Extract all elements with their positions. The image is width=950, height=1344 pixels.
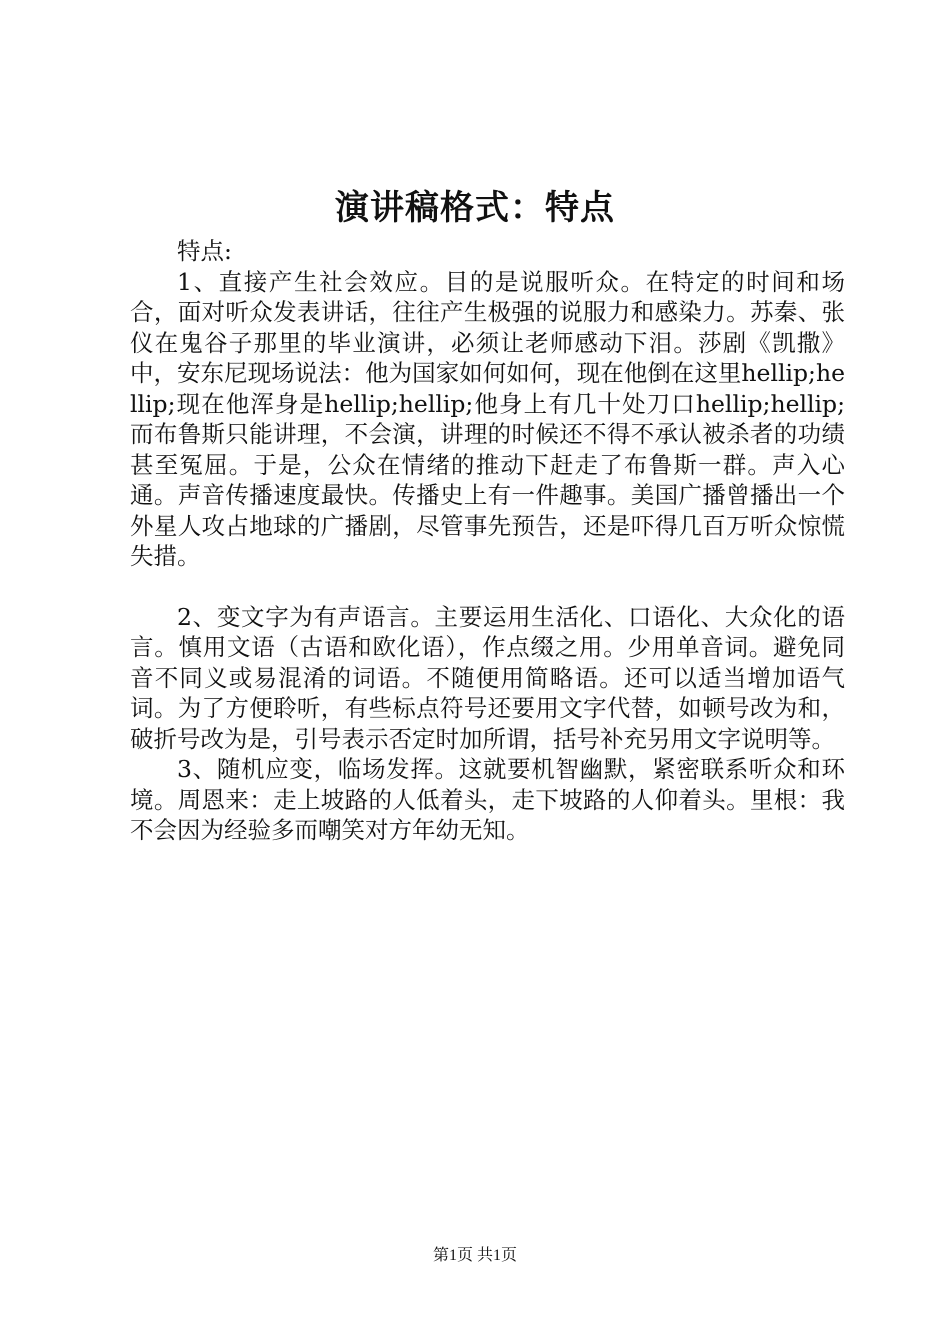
paragraph-point-3: 3、随机应变，临场发挥。这就要机智幽默，紧密联系听众和环境。周恩来：走上坡路的人低着头，走下坡路的人仰着头。里根：我不会因为经验多而嘲笑对方年幼无知。 (130, 755, 845, 844)
document-title: 演讲稿格式：特点 (335, 188, 615, 228)
paragraph-heading: 特点: (177, 237, 232, 265)
document-body (130, 236, 845, 846)
page-footer: 第1页 共1页 (432, 1247, 517, 1264)
paragraph-point-2: 2、变文字为有声语言。主要运用生活化、口语化、大众化的语言。慎用文语（古语和欧化语），作点缀之用。少用单音词。避免同音不同义或易混淆的词语。不随便用简略语。还可以适当增加语气词。为了方便聆听，有些标点符号还要用文字代替，如顿号改为和，破折号改为是，引号表示否定时加所谓，括号补充另用文字说明等。 (130, 602, 845, 753)
paragraph-point-1: 1、直接产生社会效应。目的是说服听众。在特定的时间和场合，面对听众发表讲话，往往产生极强的说服力和感染力。苏秦、张仪在鬼谷子那里的毕业演讲，必须让老师感动下泪。莎剧《凯撒》中，安东尼现场说法：他为国家如何如何，现在他倒在这里hellip;hellip;现在他浑身是hellip;hellip;他身上有几十处刀口hellip;hellip;而布鲁斯只能讲理，不会演，讲理的时候还不得不承认被杀者的功绩甚至冤屈。于是，公众在情绪的推动下赶走了布鲁斯一群。声入心通。声音传播速度最快。传播史上有一件趣事。美国广播曾播出一个外星人攻占地球的广播剧，尽管事先预告，还是吓得几百万听众惊慌失措。 (130, 267, 845, 570)
